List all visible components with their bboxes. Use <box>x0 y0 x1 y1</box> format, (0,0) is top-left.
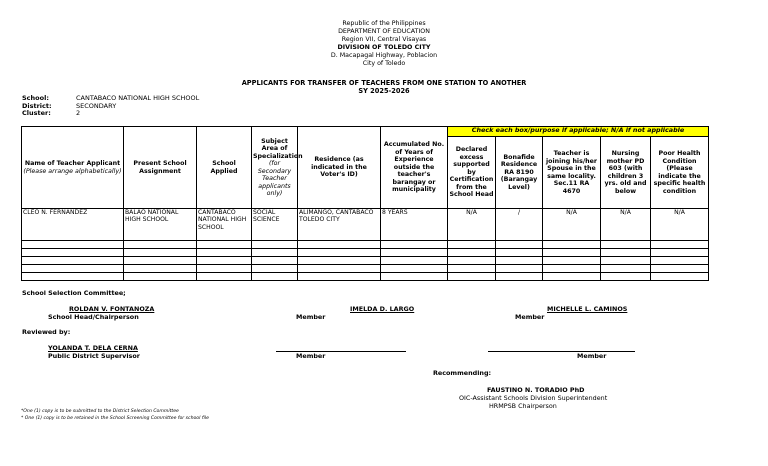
header-present-school: Present School Assignment <box>124 127 197 209</box>
header-nursing: Nursing mother PD 603 (with children 3 yrs. old and below <box>601 137 651 209</box>
cell-name: CLEO N. FERNANDEZ <box>22 209 124 241</box>
cluster-value: 2 <box>76 109 81 118</box>
member2-name: MICHELLE L. CAMINOS <box>547 305 628 313</box>
header-declared: Declared excess supported by Certification from the School Head <box>448 137 496 209</box>
footnote-2: * One (1) copy is to be retained in the School Screening Committee for school file <box>21 416 209 421</box>
member-a-role: Member <box>296 352 326 360</box>
cell-spouse: N/A <box>543 209 601 241</box>
applicants-table <box>21 126 709 281</box>
table-row <box>22 241 709 249</box>
header-name-note: (Please arrange alphabetically) <box>23 167 122 175</box>
recommending-label: Recommending: <box>433 369 492 377</box>
table-row <box>22 209 709 241</box>
reviewer-name: YOLANDA T. DELA CERNA <box>48 344 138 352</box>
header-poor-health: Poor Health Condition (Please indicate the specific health condition <box>651 137 709 209</box>
letterhead-region: Region VII, Central Visayas <box>341 36 427 43</box>
header-residence: Residence (as indicated in the Voter's ID) <box>298 127 381 209</box>
header-subject-note: (for Secondary Teacher applicants only) <box>257 160 292 197</box>
document-title <box>0 79 768 95</box>
recommender-role-1: OIC-Assistant Schools Division Superintendent <box>459 394 608 402</box>
footnote-1: *One (1) copy is to be submitted to the District Selection Committee <box>21 409 179 414</box>
cell-subject: SOCIAL SCIENCE <box>252 209 298 241</box>
header-years: Accumulated No. of Years of Experience outside the teacher's barangay or municipality <box>381 127 448 209</box>
member-b-role: Member <box>577 352 607 360</box>
header-school-applied: School Applied <box>197 127 252 209</box>
letterhead <box>0 20 768 68</box>
school-info <box>22 95 199 118</box>
letterhead-city: City of Toledo <box>362 60 406 67</box>
member2-role: Member <box>515 313 545 321</box>
school-value: CANTABACO NATIONAL HIGH SCHOOL <box>76 94 200 102</box>
table-row <box>22 265 709 273</box>
header-subject: Subject Area of Specialization (for Secondary Teacher applicants only) <box>252 127 298 209</box>
school-label: School: <box>22 94 49 102</box>
letterhead-department: DEPARTMENT OF EDUCATION <box>338 28 430 35</box>
member1-role: Member <box>296 313 326 321</box>
signature-line-b <box>488 351 635 352</box>
district-label: District: <box>22 101 52 110</box>
letterhead-republic: Republic of the Philippines <box>342 20 426 27</box>
check-instruction: Check each box/purpose if applicable; N/A if not applicable <box>448 127 709 137</box>
reviewer-role: Public District Supervisor <box>48 352 140 360</box>
title-line-1: APPLICANTS FOR TRANSFER OF TEACHERS FROM ONE STATION TO ANOTHER <box>241 79 527 87</box>
cluster-label: Cluster: <box>22 109 51 118</box>
letterhead-address: D. Macapagal Highway, Poblacion <box>330 52 438 59</box>
table-row <box>22 273 709 281</box>
recommender-name: FAUSTINO N. TORADIO PhD <box>487 386 585 394</box>
cell-declared: N/A <box>448 209 496 241</box>
header-poor-health-note: (Please indicate the specific health condition <box>653 165 706 195</box>
header-bonafide: Bonafide Residence RA 8190 (Barangay Level) <box>496 137 543 209</box>
chair-name: ROLDAN V. FONTANOZA <box>69 305 155 313</box>
header-name: Name of Teacher Applicant (Please arrange alphabetically) <box>22 127 124 209</box>
cell-residence: ALIMANGO, CANTABACO TOLEDO CITY <box>298 209 381 241</box>
recommender-role-2: HRMPSB Chairperson <box>489 402 557 410</box>
title-line-2: SY 2025-2026 <box>358 87 410 95</box>
cell-present-school: BALAO NATIONAL HIGH SCHOOL <box>124 209 197 241</box>
cell-years: 8 YEARS <box>381 209 448 241</box>
member1-name: IMELDA D. LARGO <box>350 305 415 313</box>
reviewed-label: Reviewed by: <box>22 328 71 336</box>
table-row <box>22 249 709 257</box>
cell-bonafide: / <box>496 209 543 241</box>
chair-role: School Head/Chairperson <box>48 313 139 321</box>
cell-poor-health: N/A <box>651 209 709 241</box>
table-row <box>22 257 709 265</box>
cell-nursing: N/A <box>601 209 651 241</box>
committee-label: School Selection Committee; <box>22 289 126 297</box>
letterhead-division: DIVISION OF TOLEDO CITY <box>337 44 431 51</box>
cell-school-applied: CANTABACO NATIONAL HIGH SCHOOL <box>197 209 252 241</box>
header-spouse: Teacher is joining his/her Spouse in the same locality. Sec.11 RA 4670 <box>543 137 601 209</box>
district-value: SECONDARY <box>76 101 117 110</box>
